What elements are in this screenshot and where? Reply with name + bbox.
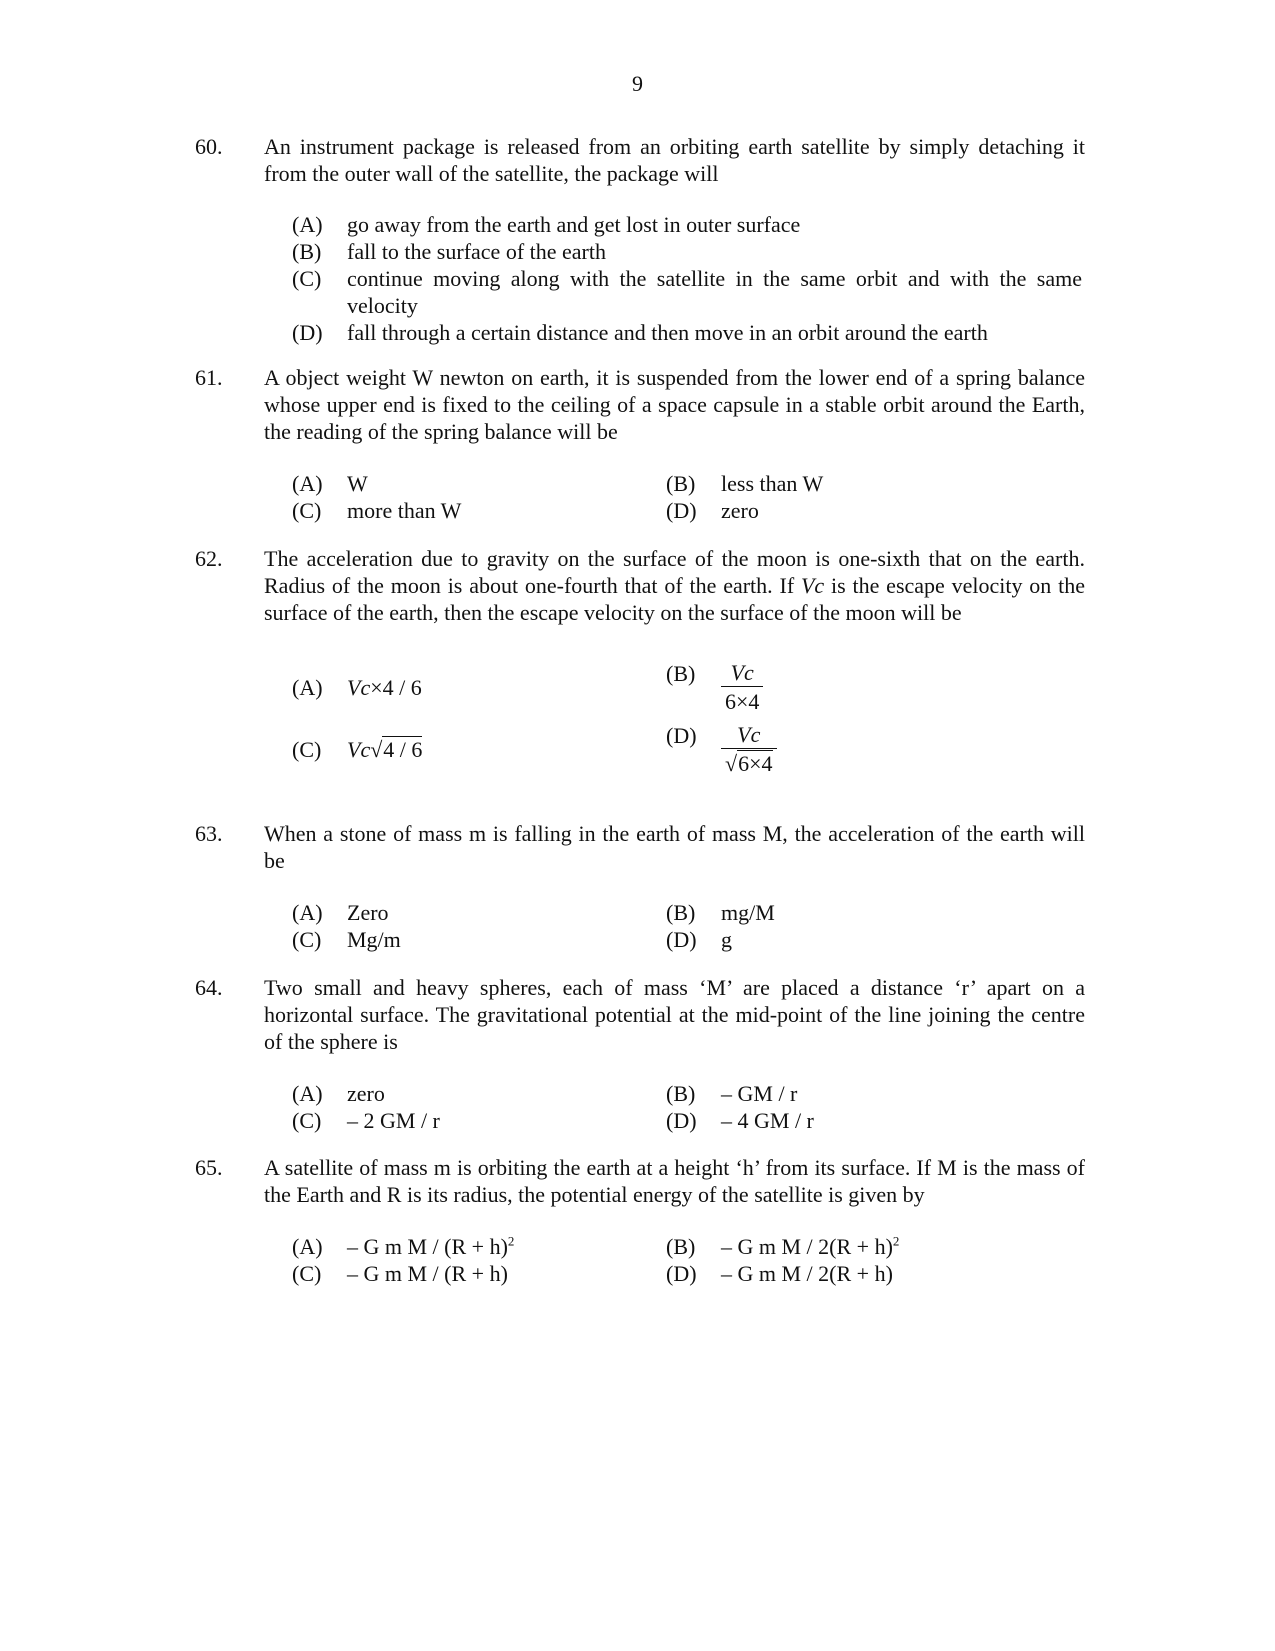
question-number: 64. <box>195 975 223 1000</box>
options <box>292 899 1085 953</box>
option-text: fall through a certain distance and then move in an orbit around the earth <box>347 320 988 345</box>
option-label: (B) <box>666 1234 696 1259</box>
option-expression <box>721 660 1040 715</box>
question-64 <box>195 974 1085 1134</box>
option-d[interactable] <box>666 926 1040 953</box>
option-expression: – G m M / 2(R + h) <box>721 1234 893 1259</box>
option-a[interactable] <box>292 674 666 701</box>
question-text <box>264 545 1085 626</box>
option-text: – G m M / 2(R + h) <box>721 1261 893 1286</box>
question-text: Two small and heavy spheres, each of mass ‘M’ are placed a distance ‘r’ apart on a horizontal surface. The gravitational potential at the mid-point of the line joining the centre of the sphere is <box>264 975 1085 1054</box>
option-b[interactable] <box>666 1080 1040 1107</box>
option-expression <box>347 736 666 763</box>
option-a[interactable] <box>292 1080 666 1107</box>
option-label: (A) <box>292 900 323 925</box>
option-text: Mg/m <box>347 927 401 952</box>
option-label: (B) <box>666 1081 696 1106</box>
option-text: – 4 GM / r <box>721 1108 814 1133</box>
option-label: (B) <box>666 660 696 686</box>
option-d[interactable] <box>292 319 1082 346</box>
option-b[interactable] <box>292 238 1082 265</box>
option-expression: – G m M / (R + h) <box>347 1234 508 1259</box>
radicand: 6×4 <box>738 750 773 776</box>
question-number: 65. <box>195 1155 223 1180</box>
option-text: zero <box>347 1081 385 1106</box>
question-63 <box>195 820 1085 953</box>
option-text: continue moving along with the satellite in the same orbit and with the same velocity <box>347 266 1082 318</box>
velocity-variable: Vc <box>347 674 371 700</box>
option-c[interactable] <box>292 926 666 953</box>
fraction <box>721 660 763 715</box>
option-expression <box>721 722 1040 777</box>
option-text: g <box>721 927 732 952</box>
question-text: An instrument package is released from an orbiting earth satellite by simply detaching it from the outer wall of the satellite, the package will <box>264 134 1085 186</box>
question-text: A object weight W newton on earth, it is suspended from the lower end of a spring balance whose upper end is fixed to the ceiling of a space capsule in a stable orbit around the Earth, the reading of the spring balance will be <box>264 365 1085 444</box>
option-label: (D) <box>292 320 323 345</box>
option-d[interactable] <box>666 1260 1040 1287</box>
option-text: W <box>347 471 368 496</box>
option-d[interactable] <box>666 722 1040 777</box>
question-text-part: The acceleration due to gravity on the surface of the moon is one-sixth that on the earth. Radius of the moon is about one-fourth that of the earth. If <box>264 546 1085 598</box>
question-number: 61. <box>195 365 223 390</box>
sqrt-icon: √ <box>370 736 383 762</box>
option-a[interactable] <box>292 211 1082 238</box>
fraction-denominator <box>721 748 777 777</box>
question-number: 63. <box>195 821 223 846</box>
option-text: – G m M / (R + h) <box>347 1261 508 1286</box>
velocity-variable: Vc <box>347 736 371 762</box>
option-label: (D) <box>666 722 697 748</box>
option-text <box>721 1233 1040 1260</box>
escape-velocity-symbol: Vc <box>800 573 825 598</box>
option-text: zero <box>721 498 759 523</box>
option-label: (C) <box>292 1108 322 1133</box>
option-c[interactable] <box>292 497 666 524</box>
sqrt-icon: √ <box>725 750 738 776</box>
option-text: go away from the earth and get lost in outer surface <box>347 212 801 237</box>
option-label: (D) <box>666 1108 697 1133</box>
option-label: (A) <box>292 1234 323 1259</box>
option-a[interactable] <box>292 899 666 926</box>
option-label: (C) <box>292 927 322 952</box>
option-label: (C) <box>292 1261 322 1286</box>
option-text <box>347 1233 666 1260</box>
option-label: (A) <box>292 1081 323 1106</box>
question-number: 60. <box>195 134 223 159</box>
option-expression <box>347 674 666 701</box>
question-text-part: is the escape velocity on the surface of the earth, then the escape velocity on the surface of the moon will be <box>264 573 1085 625</box>
option-c[interactable] <box>292 1260 666 1287</box>
options <box>292 211 1085 346</box>
option-text: – 2 GM / r <box>347 1108 440 1133</box>
option-label: (A) <box>292 471 323 496</box>
options <box>292 656 1085 780</box>
options <box>292 1080 1085 1134</box>
fraction-numerator: Vc <box>737 721 761 747</box>
exponent: 2 <box>892 1233 900 1249</box>
exponent: 2 <box>507 1233 515 1249</box>
option-text: Zero <box>347 900 389 925</box>
option-label: (C) <box>292 266 322 291</box>
option-d[interactable] <box>666 1107 1040 1134</box>
options <box>292 1233 1085 1287</box>
option-b[interactable] <box>666 660 1040 715</box>
option-label: (D) <box>666 1261 697 1286</box>
question-text: A satellite of mass m is orbiting the earth at a height ‘h’ from its surface. If M is the mass of the Earth and R is its radius, the potential energy of the satellite is given by <box>264 1155 1085 1207</box>
option-b[interactable] <box>666 470 1040 497</box>
option-c[interactable] <box>292 736 666 763</box>
option-text: less than W <box>721 471 824 496</box>
option-c[interactable] <box>292 265 1082 319</box>
option-a[interactable] <box>292 470 666 497</box>
question-text: When a stone of mass m is falling in the earth of mass M, the acceleration of the earth will be <box>264 821 1085 873</box>
option-c[interactable] <box>292 1107 666 1134</box>
option-a[interactable] <box>292 1233 666 1260</box>
option-label: (C) <box>292 736 322 762</box>
option-text: – GM / r <box>721 1081 798 1106</box>
option-label: (D) <box>666 498 697 523</box>
fraction <box>721 722 777 777</box>
option-label: (C) <box>292 498 322 523</box>
option-text: more than W <box>347 498 462 523</box>
option-label: (D) <box>666 927 697 952</box>
option-label: (B) <box>292 239 322 264</box>
option-b[interactable] <box>666 899 1040 926</box>
question-65 <box>195 1154 1085 1287</box>
option-label: (B) <box>666 900 696 925</box>
option-text: mg/M <box>721 900 775 925</box>
question-number: 62. <box>195 546 223 571</box>
question-61 <box>195 364 1085 524</box>
option-label: (B) <box>666 471 696 496</box>
options <box>292 470 1085 524</box>
option-label: (A) <box>292 212 323 237</box>
option-label: (A) <box>292 674 323 700</box>
radicand: 4 / 6 <box>383 736 423 762</box>
question-62 <box>195 545 1085 780</box>
option-text: fall to the surface of the earth <box>347 239 606 264</box>
page-number: 9 <box>632 71 643 96</box>
fraction-numerator: Vc <box>730 659 754 685</box>
option-b[interactable] <box>666 1233 1040 1260</box>
fraction-denominator: 6×4 <box>721 686 763 715</box>
option-d[interactable] <box>666 497 1040 524</box>
expression-rest: ×4 / 6 <box>370 674 422 700</box>
question-60 <box>195 133 1085 346</box>
